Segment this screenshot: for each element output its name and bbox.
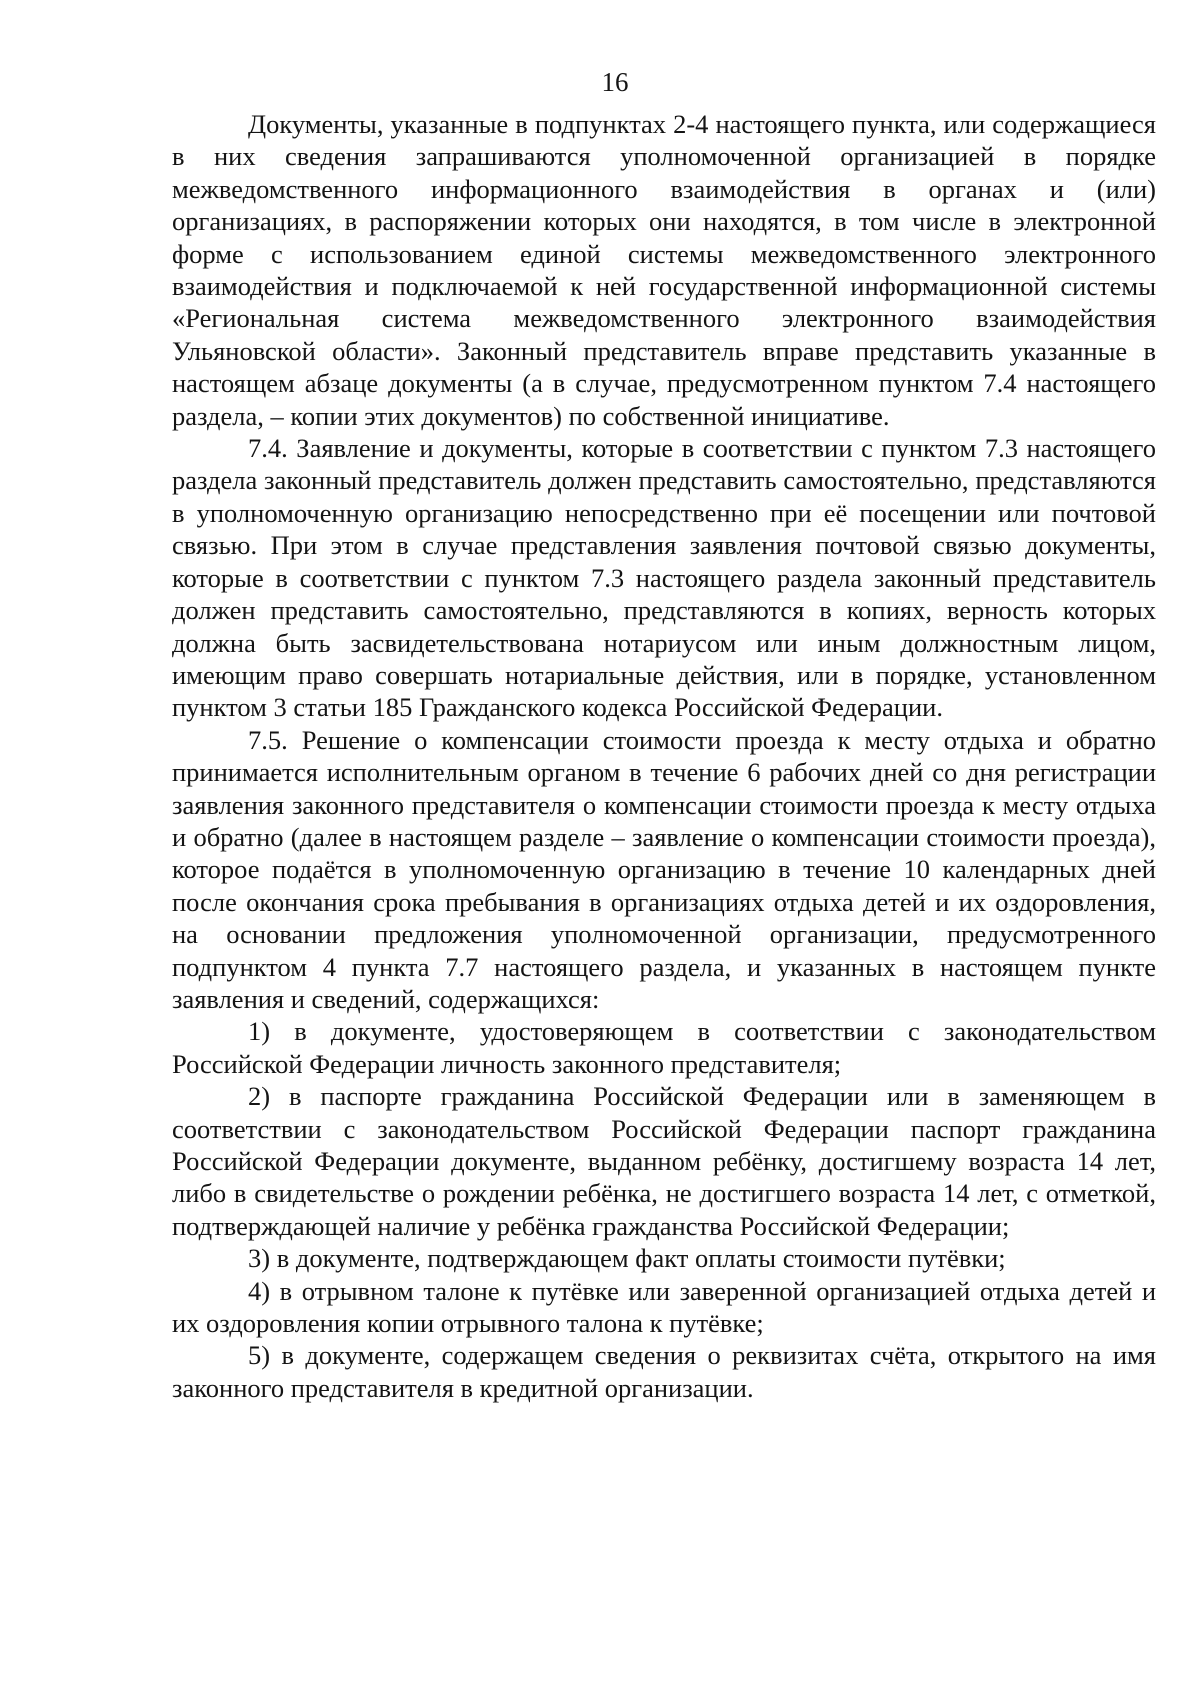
paragraph-7-5: 7.5. Решение о компенсации стоимости проезда к месту отдыха и обратно принимается исполнительным органом в течение 6 рабочих дней со дня регистрации заявления законного представителя о компенсации стоимости проезда к месту отдыха и обратно (далее в настоящем разделе – заявление о компенсации стоимости проезда), которое подаётся в уполномоченную организацию в течение 10 календарных дней после окончания срока пребывания в организациях отдыха детей и их оздоровления, на основании предложения уполномоченной организации, предусмотренного подпунктом 4 пункта 7.7 настоящего раздела, и указанных в настоящем пункте заявления и сведений, содержащихся: (172, 724, 1156, 1014)
list-item-2: 2) в паспорте гражданина Российской Федерации или в заменяющем в соответствии с законодательством Российской Федерации паспорт гражданина Российской Федерации документе, выданном ребёнку, достигшему возраста 14 лет, либо в свидетельстве о рождении ребёнка, не достигшего возраста 14 лет, с отметкой, подтверждающей наличие у ребёнка гражданства Российской Федерации; (172, 1081, 1156, 1241)
list-item-3: 3) в документе, подтверждающем факт оплаты стоимости путёвки; (248, 1243, 1006, 1274)
list-item-4: 4) в отрывном талоне к путёвке или заверенной организацией отдыха детей и их оздоровления копии отрывного талона к путёвке; (172, 1275, 1156, 1339)
document-body (172, 108, 1156, 1404)
list-item-1: 1) в документе, удостоверяющем в соответствии с законодательством Российской Федерации личность законного представителя; (172, 1016, 1156, 1079)
paragraph-7-4: 7.4. Заявление и документы, которые в соответствии с пунктом 7.3 настоящего раздела законный представитель должен представить самостоятельно, представляются в уполномоченную организацию непосредственно при её посещении или почтовой связью. При этом в случае представления заявления почтовой связью документы, которые в соответствии с пунктом 7.3 настоящего раздела законный представитель должен представить самостоятельно, представляются в копиях, верность которых должна быть засвидетельствована нотариусом или иным должностным лицом, имеющим право совершать нотариальные действия, или в порядке, установленном пунктом 3 статьи 185 Гражданского кодекса Российской Федерации. (172, 433, 1156, 723)
list-item-5: 5) в документе, содержащем сведения о реквизитах счёта, открытого на имя законного представителя в кредитной организации. (172, 1340, 1156, 1403)
paragraph-documents-request: Документы, указанные в подпунктах 2-4 настоящего пункта, или содержащиеся в них сведения запрашиваются уполномоченной организацией в порядке межведомственного информационного взаимодействия в органах и (или) организациях, в распоряжении которых они находятся, в том числе в электронной форме с использованием единой системы межведомственного электронного взаимодействия и подключаемой к ней государственной информационной системы «Региональная система межведомственного электронного взаимодействия Ульяновской области». Законный представитель вправе представить указанные в настоящем абзаце документы (а в случае, предусмотренном пунктом 7.4 настоящего раздела, – копии этих документов) по собственной инициативе. (172, 109, 1156, 431)
page-number: 16 (601, 67, 629, 97)
